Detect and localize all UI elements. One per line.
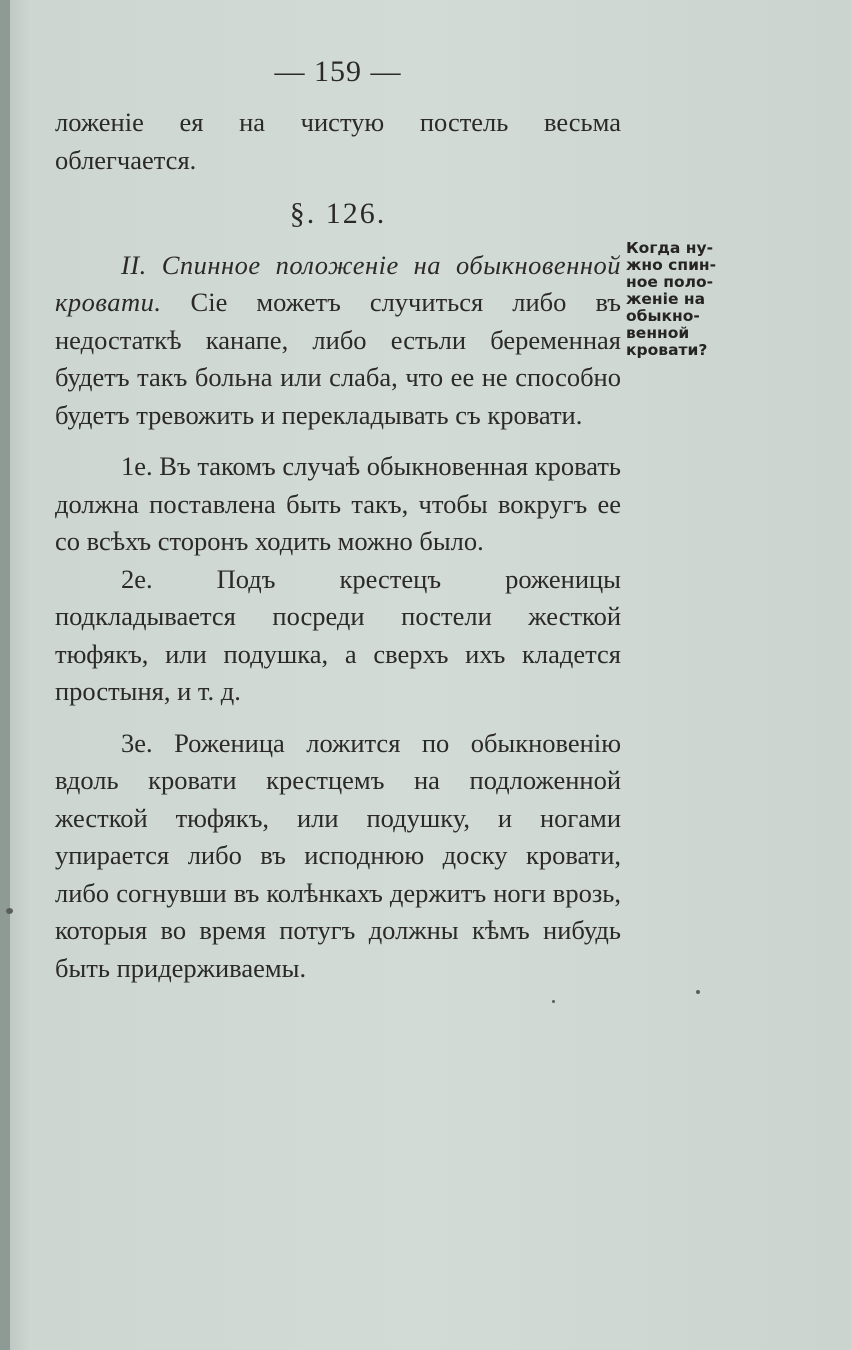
item-2-paragraph: 2е. Подъ крестецъ роженицы подкладывается посреди постели жесткой тюфякъ, или подушка, а сверхъ ихъ кладется простыня, и т. д. [55, 563, 621, 706]
marginal-note-line: женіе на [626, 290, 706, 308]
marginal-note-line: обыкно- [626, 307, 700, 325]
paragraph-ii [55, 247, 621, 435]
marginal-note-line: кровати? [626, 341, 708, 359]
paragraph-ii-title: II. Спинное положеніе на обыкновенной кровати. [55, 249, 621, 317]
section-heading: §. 126. [289, 197, 387, 230]
marginal-note [626, 240, 776, 359]
marginal-note-line: жно спин- [626, 256, 717, 274]
item-1-paragraph: 1е. Въ такомъ случаѣ обыкновенная кровать должна поставлена быть такъ, чтобы вокругъ ее со всѣхъ сторонъ ходить можно было. [55, 451, 621, 556]
paper-speck [6, 908, 13, 914]
paper-speck [696, 990, 700, 994]
paper-speck [552, 1000, 555, 1003]
page-number: — 159 — [274, 55, 402, 88]
paragraph-ii-body: Сіе можетъ случиться либо въ недостаткѣ канапе, либо естьли беременная будетъ такъ больна или слаба, что ее не способно будетъ тревожить и перекладывать съ кровати. [55, 287, 621, 430]
item-3-paragraph: 3е. Роженица ложится по обыкновенію вдоль кровати крестцемъ на подложенной жесткой тюфякъ, или подушку, и ногами упирается либо въ исподнюю доску кровати, либо согнувши въ колѣнкахъ держитъ ноги врозь, которыя во время потугъ должны кѣмъ нибудь быть придерживаемы. [55, 727, 621, 983]
continuation-paragraph: ложеніе ея на чистую постель весьма облегчается. [55, 107, 621, 175]
main-text-column [55, 104, 621, 987]
marginal-note-line: Когда ну- [626, 239, 714, 257]
page-spine-shadow [0, 0, 10, 1350]
marginal-note-line: венной [626, 324, 690, 342]
marginal-note-line: ное поло- [626, 273, 714, 291]
